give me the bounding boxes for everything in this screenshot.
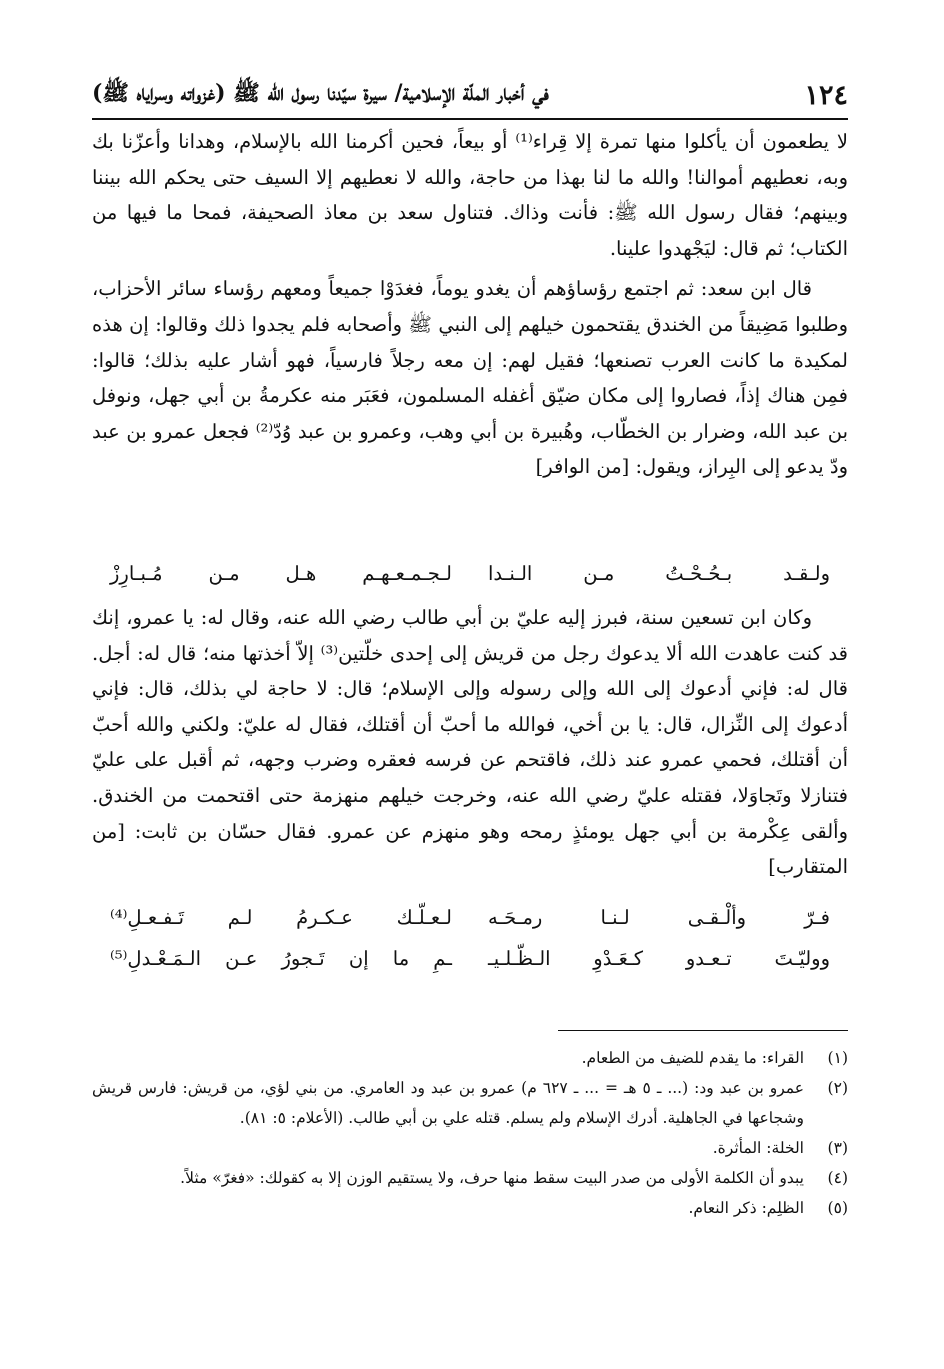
header-rule — [92, 118, 848, 120]
footnotes — [92, 1043, 848, 1223]
verse-line — [92, 947, 848, 983]
verse-first-hemistich: ووليّـتَ تـعـدو كـعَـدْوِ الـظّـلـيـ — [488, 947, 830, 970]
footnote — [92, 1133, 848, 1163]
verse-line — [92, 906, 848, 942]
footnote-rule — [558, 1030, 848, 1031]
running-title: في أخبار الملّة الإسلامية/ سيرة سيّدنا رسول الله ﷺ (غزواته وسراياه ﷺ) — [92, 80, 549, 106]
footnote — [92, 1073, 848, 1133]
paragraph: لا يطعمون أن يأكلوا منها تمرة إلا قِراء⁽¹⁾ أو بيعاً، فحين أكرمنا الله بالإسلام، وهدانا وأعزّنا بك وبه، نعطيهم أموالنا! والله ما لنا بهذا من حاجة، والله لا نعطيهم إلا السيف حتى يحكم الله بيننا وبينهم؛ فقال رسول الله ﷺ: فأنت وذاك. فتناول سعد بن معاذ الصحيفة، فمحا ما فيها من الكتاب؛ ثم قال: ليَجْهدوا علينا. — [92, 130, 849, 260]
footnote — [92, 1043, 848, 1073]
verse-second-hemistich: لـعـلّـك عـكـرمُ لـم تَـفـعـلِ⁽⁴⁾ — [110, 906, 452, 929]
footnote-number: (٥) — [827, 1199, 848, 1217]
footnote-text: عمرو بن عبد ود: (... ـ ٥ هـ = ... ـ ٦٢٧ م) عمرو بن عبد ود العامري. من بني لؤي، من قريش: فارس قريش وشجاعها في الجاهلية. أدرك الإسلام ولم يسلم. قتله علي بن أبي طالب. (الأعلام: ٥: ٨١). — [92, 1079, 804, 1127]
footnote-text: الظلِم: ذكر النعام. — [688, 1199, 804, 1217]
paragraph: قال ابن سعد: ثم اجتمع رؤساؤهم أن يغدو يوماً، فغدَوْا جميعاً ومعهم رؤساء سائر الأحزاب، وطلبوا مَضِيقاً من الخندق يقتحمون خيلهم إلى النبي ﷺ وأصحابه فلم يجدوا ذلك وقالوا: إن هذه لمكيدة ما كانت العرب تصنعها؛ فقيل لهم: إن معه رجلاً فارسياً، فهو أشار عليه بذلك؛ قالوا: فمِن هناك إذاً، فصاروا إلى مكان ضيّق أغفله المسلمون، فعَبَر منه عكرمةُ بن أبي جهل، ونوفل بن عبد الله، وضرار بن الخطّاب، وهُبيرة بن أبي وهب، وعمرو بن عبد وُدّ⁽²⁾ فجعل عمرو بن عبد ودّ يدعو إلى البِراز، ويقول: [من الوافر] — [92, 277, 849, 479]
footnote-text: الخلة: المأثرة. — [712, 1139, 804, 1157]
verse-second-hemistich: لـجـمـعـهـم هـل مـن مُـبـارِزْ — [110, 562, 452, 585]
footnote-number: (٣) — [827, 1139, 848, 1157]
verse-second-hemistich: ـمِ ما إن تَـجورُ عـن الـمَـعْـدلِ⁽⁵⁾ — [110, 947, 452, 970]
footnote-number: (٤) — [827, 1169, 848, 1187]
main-text-continued — [92, 600, 848, 885]
paragraph: وكان ابن تسعين سنة، فبرز إليه عليّ بن أبي طالب رضي الله عنه، وقال له: يا عمرو، إنك قد كنت عاهدت الله ألا يدعوك رجل من قريش إلى إحدى خلّتين⁽³⁾ إلاّ أخذتها منه؛ قال له: أجل. قال له: فإني أدعوك إلى الله وإلى رسوله وإلى الإسلام؛ قال: لا حاجة لي بذلك، قال: فإني أدعوك إلى النِّزال، قال: يا بن أخي، فوالله ما أحبّ أن أقتلك، فقال له عليّ: ولكني والله أحبّ أن أقتلك، فحمي عمرو عند ذلك، فاقتحم عن فرسه فعقره وضرب وجهه، ثم أقبل على عليّ فتنازلا وتَجاوَلا، فقتله عليّ رضي الله عنه، وخرجت خيلهم منهزمة حتى اقتحمت من الخندق. وألقى عِكْرمة بن أبي جهل يومئذٍ رمحه وهو منهزم عن عمرو. فقال حسّان بن ثابت: [من المتقارب] — [92, 606, 849, 879]
verse-line — [92, 562, 848, 598]
footnote — [92, 1163, 848, 1193]
running-head — [92, 76, 848, 114]
footnote-text: يبدو أن الكلمة الأولى من صدر البيت سقط منها حرف، ولا يستقيم الوزن إلا به كقولك: «فغرّ» مثلاً. — [180, 1169, 804, 1187]
page-number: ١٢٤ — [804, 79, 848, 111]
footnote-number: (١) — [827, 1049, 848, 1067]
verse-first-hemistich: فـرّ وألْـقـى لـنـا رمـحَـه — [488, 906, 830, 929]
main-text — [92, 124, 848, 485]
footnote-number: (٢) — [827, 1079, 848, 1097]
footnote — [92, 1193, 848, 1223]
footnote-text: القراء: ما يقدم للضيف من الطعام. — [581, 1049, 804, 1067]
verse-first-hemistich: ولـقـد بـحُـحْـتُ مـن الـنـدا — [488, 562, 830, 585]
